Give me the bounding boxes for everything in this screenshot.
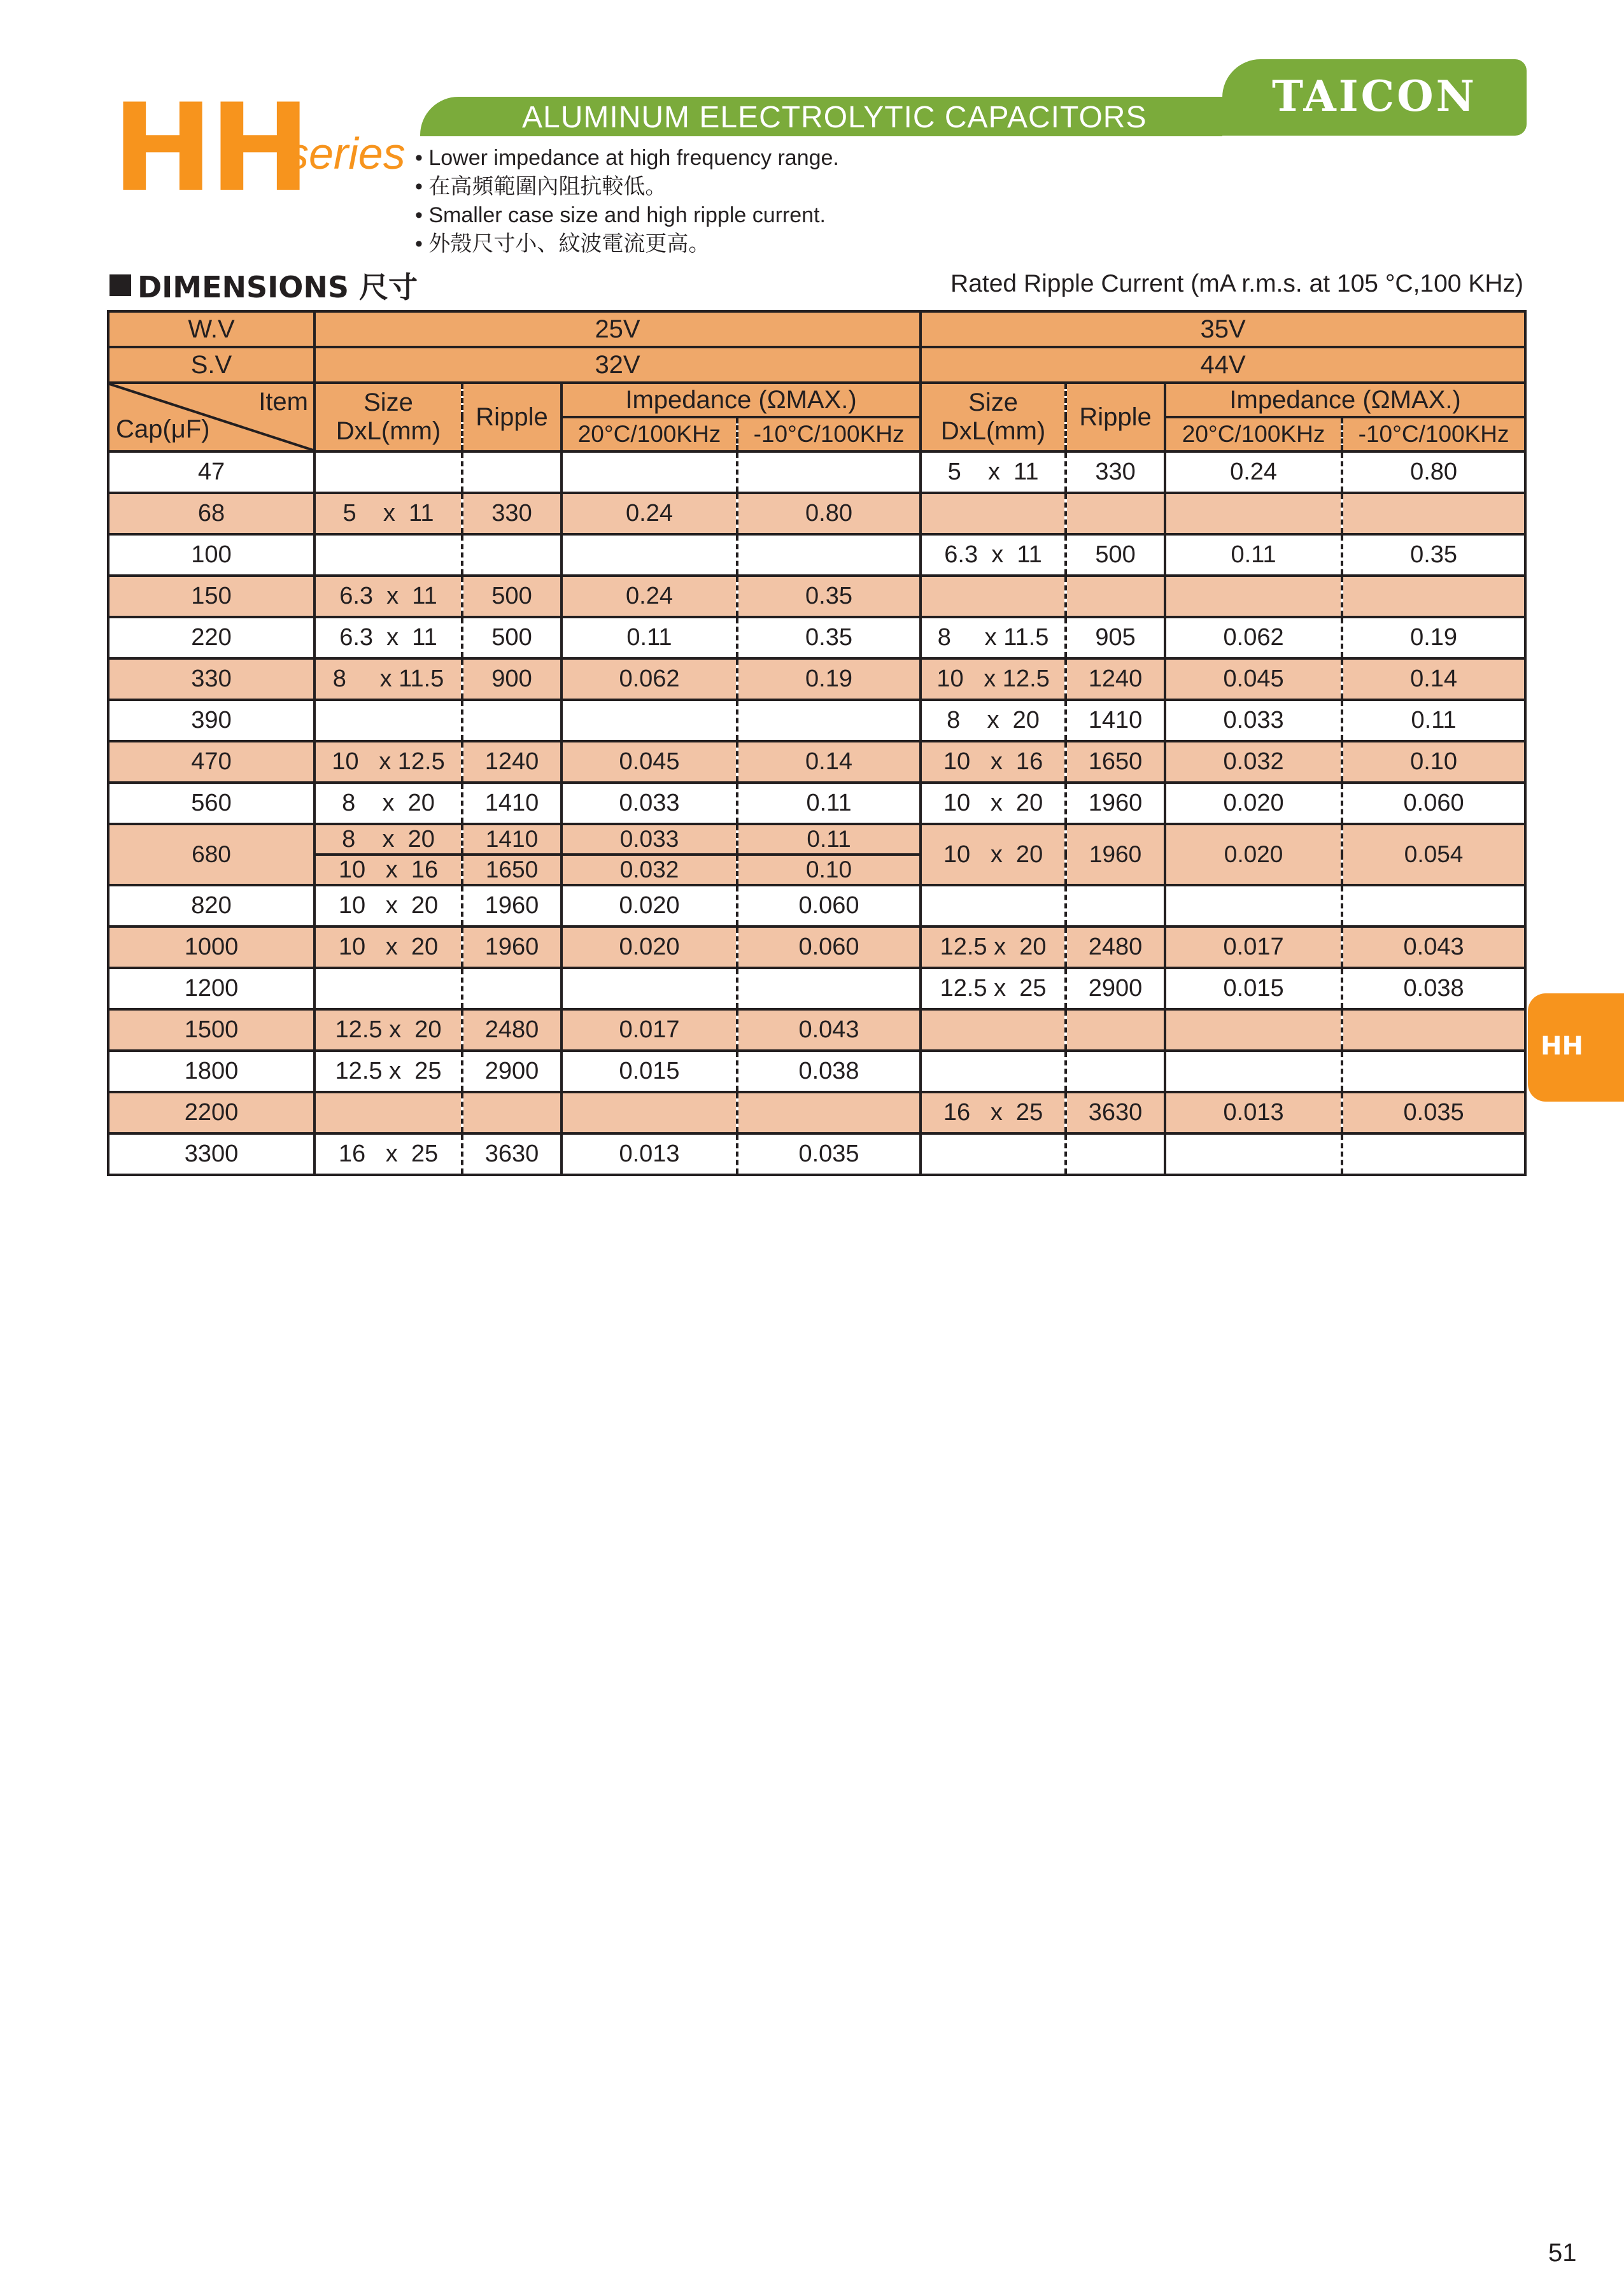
- ripple-cell: [1066, 1009, 1165, 1051]
- ripple-cell: [462, 700, 561, 741]
- cap-cell: 1200: [108, 968, 314, 1009]
- size-cell: [921, 1009, 1066, 1051]
- page-number: 51: [1548, 2239, 1577, 2267]
- zm10-cell: 0.11: [737, 824, 921, 855]
- header-row-wv: [108, 311, 1525, 347]
- z20-cell: 0.020: [561, 927, 737, 968]
- table-row: [108, 493, 1525, 534]
- zm10-cell: 0.035: [737, 1133, 921, 1175]
- size-cell: [314, 968, 462, 1009]
- header-row-sv: [108, 347, 1525, 383]
- cap-cell: 1800: [108, 1051, 314, 1092]
- size-cell: [921, 1092, 1066, 1133]
- size-cell: [314, 534, 462, 576]
- size-cell: [921, 885, 1066, 927]
- z20-cell: 0.062: [561, 658, 737, 700]
- table-row: [108, 927, 1525, 968]
- size-value: 8 x 11.5: [937, 624, 1049, 651]
- ripple-cell: 1410: [462, 824, 561, 855]
- size-cell: [314, 1133, 462, 1175]
- size-value: 5 x 11: [947, 458, 1039, 485]
- temp-20-header: 20°C/100KHz: [561, 417, 737, 451]
- z20-cell: [1165, 576, 1342, 617]
- z20-cell: [1165, 1009, 1342, 1051]
- z20-cell: [561, 1092, 737, 1133]
- size-value: 10 x 20: [943, 841, 1043, 868]
- ripple-header: Ripple: [1066, 383, 1165, 451]
- temp-m10-header: -10°C/100KHz: [1342, 417, 1525, 451]
- size-cell: [314, 927, 462, 968]
- size-cell: [314, 617, 462, 658]
- category-title: ALUMINUM ELECTROLYTIC CAPACITORS: [522, 101, 1147, 134]
- ripple-cell: [462, 968, 561, 1009]
- temp-m10-header: -10°C/100KHz: [737, 417, 921, 451]
- size-cell: [921, 927, 1066, 968]
- ripple-cell: 1240: [462, 741, 561, 783]
- ripple-header: Ripple: [462, 383, 561, 451]
- size-cell: [921, 1051, 1066, 1092]
- z20-cell: 0.032: [561, 855, 737, 885]
- zm10-cell: 0.060: [737, 885, 921, 927]
- size-cell: [921, 968, 1066, 1009]
- size-cell: [314, 741, 462, 783]
- size-cell: [921, 741, 1066, 783]
- wv-label: W.V: [108, 311, 314, 347]
- side-index-tab-label: HH: [1541, 1032, 1583, 1061]
- ripple-cell: 500: [462, 576, 561, 617]
- ripple-cell: [1066, 1133, 1165, 1175]
- size-header: [921, 383, 1066, 451]
- ripple-cell: [1066, 576, 1165, 617]
- brand-logo: TAICON: [1272, 71, 1477, 121]
- size-value: 8 x 11.5: [332, 665, 444, 692]
- table-row: [108, 968, 1525, 1009]
- size-value: 6.3 x 11: [944, 541, 1042, 568]
- feature-item: • 在高頻範圍內阻抗較低。: [415, 174, 667, 199]
- z20-cell: [1165, 885, 1342, 927]
- feature-item: • Smaller case size and high ripple current.: [415, 203, 826, 227]
- square-bullet-icon: [109, 274, 131, 296]
- zm10-cell: 0.035: [1342, 1092, 1525, 1133]
- size-cell: [921, 493, 1066, 534]
- ripple-cell: 3630: [462, 1133, 561, 1175]
- size-value: 12.5 x 25: [940, 975, 1047, 1002]
- z20-cell: [561, 700, 737, 741]
- zm10-cell: 0.14: [737, 741, 921, 783]
- zm10-cell: 0.038: [737, 1051, 921, 1092]
- zm10-cell: [737, 451, 921, 493]
- item-label: Item: [258, 388, 308, 416]
- size-cell: [314, 700, 462, 741]
- table-row: [108, 1051, 1525, 1092]
- z20-cell: 0.015: [561, 1051, 737, 1092]
- ripple-cell: 500: [462, 617, 561, 658]
- size-value: 10 x 20: [943, 790, 1043, 816]
- ripple-cell: 2900: [1066, 968, 1165, 1009]
- wv-value: 25V: [314, 311, 921, 347]
- zm10-cell: [1342, 493, 1525, 534]
- sv-label: S.V: [108, 347, 314, 383]
- cap-cell: 68: [108, 493, 314, 534]
- size-value: 12.5 x 25: [335, 1058, 442, 1084]
- header-row-columns: [108, 383, 1525, 417]
- size-cell: [314, 658, 462, 700]
- size-cell: [921, 534, 1066, 576]
- size-cell: [314, 885, 462, 927]
- z20-cell: 0.020: [561, 885, 737, 927]
- size-value: 8 x 20: [342, 826, 435, 853]
- z20-cell: 0.033: [561, 783, 737, 824]
- ripple-cell: 500: [1066, 534, 1165, 576]
- zm10-cell: [1342, 576, 1525, 617]
- size-cell: [314, 1051, 462, 1092]
- size-value: 5 x 11: [342, 500, 434, 527]
- feature-list: [415, 144, 839, 259]
- size-cell: [921, 700, 1066, 741]
- ripple-cell: [1066, 493, 1165, 534]
- cap-cell: 1500: [108, 1009, 314, 1051]
- feature-item: • 外殼尺寸小、紋波電流更高。: [415, 232, 710, 256]
- ripple-cell: [1066, 885, 1165, 927]
- size-cell: [921, 617, 1066, 658]
- size-cell: [921, 451, 1066, 493]
- table-row: [108, 534, 1525, 576]
- impedance-header: Impedance (ΩMAX.): [1165, 383, 1525, 417]
- ripple-cell: 2480: [1066, 927, 1165, 968]
- zm10-cell: 0.19: [1342, 617, 1525, 658]
- zm10-cell: [1342, 885, 1525, 927]
- size-header: [314, 383, 462, 451]
- series-word: series: [286, 129, 406, 178]
- size-value: 16 x 25: [338, 1140, 439, 1167]
- ripple-cell: 1410: [1066, 700, 1165, 741]
- table-row: [108, 885, 1525, 927]
- z20-cell: 0.11: [1165, 534, 1342, 576]
- ripple-cell: 3630: [1066, 1092, 1165, 1133]
- size-value: 12.5 x 20: [335, 1016, 442, 1043]
- size-value: 8 x 20: [342, 790, 435, 816]
- z20-cell: 0.24: [561, 576, 737, 617]
- cap-cell: 100: [108, 534, 314, 576]
- size-cell: [314, 783, 462, 824]
- z20-cell: 0.020: [1165, 824, 1342, 885]
- zm10-cell: 0.10: [737, 855, 921, 885]
- zm10-cell: 0.060: [737, 927, 921, 968]
- size-value: 12.5 x 20: [940, 934, 1047, 960]
- cap-cell: 330: [108, 658, 314, 700]
- zm10-cell: 0.043: [1342, 927, 1525, 968]
- cap-cell: 2200: [108, 1092, 314, 1133]
- ripple-cell: 1960: [1066, 824, 1165, 885]
- cap-cell: 1000: [108, 927, 314, 968]
- zm10-cell: 0.043: [737, 1009, 921, 1051]
- cap-cell: 220: [108, 617, 314, 658]
- ripple-cell: 330: [462, 493, 561, 534]
- z20-cell: [1165, 493, 1342, 534]
- zm10-cell: 0.35: [737, 617, 921, 658]
- ripple-cell: 1410: [462, 783, 561, 824]
- ripple-cell: [462, 451, 561, 493]
- table-row: [108, 824, 1525, 855]
- cap-cell: 470: [108, 741, 314, 783]
- z20-cell: 0.045: [1165, 658, 1342, 700]
- cap-label: Cap(μF): [116, 415, 210, 443]
- cap-cell: 680: [108, 824, 314, 885]
- table-row: [108, 700, 1525, 741]
- ripple-cell: 1960: [462, 885, 561, 927]
- size-cell: [921, 1133, 1066, 1175]
- z20-cell: 0.24: [1165, 451, 1342, 493]
- size-cell: [314, 1009, 462, 1051]
- zm10-cell: [737, 700, 921, 741]
- zm10-cell: 0.060: [1342, 783, 1525, 824]
- z20-cell: [561, 534, 737, 576]
- table-row: [108, 783, 1525, 824]
- dimensions-table: [107, 310, 1527, 1176]
- impedance-header: Impedance (ΩMAX.): [561, 383, 921, 417]
- size-label: Size: [364, 388, 413, 416]
- table-row: [108, 658, 1525, 700]
- sv-value: 32V: [314, 347, 921, 383]
- zm10-cell: [737, 1092, 921, 1133]
- z20-cell: 0.032: [1165, 741, 1342, 783]
- size-value: 10 x 20: [338, 892, 439, 919]
- ripple-cell: 1960: [462, 927, 561, 968]
- size-unit-label: DxL(mm): [335, 417, 441, 445]
- z20-cell: 0.033: [561, 824, 737, 855]
- table-row: [108, 1009, 1525, 1051]
- ripple-cell: 2480: [462, 1009, 561, 1051]
- z20-cell: 0.015: [1165, 968, 1342, 1009]
- z20-cell: 0.017: [1165, 927, 1342, 968]
- size-cell: [314, 1092, 462, 1133]
- size-value: 6.3 x 11: [339, 624, 437, 651]
- z20-cell: 0.24: [561, 493, 737, 534]
- z20-cell: 0.017: [561, 1009, 737, 1051]
- size-value: 16 x 25: [943, 1099, 1043, 1126]
- size-value: 10 x 20: [338, 934, 439, 960]
- cap-cell: 560: [108, 783, 314, 824]
- section-heading: [109, 266, 418, 304]
- size-label: Size: [968, 388, 1018, 416]
- sv-value: 44V: [921, 347, 1525, 383]
- table-row: [108, 576, 1525, 617]
- zm10-cell: 0.054: [1342, 824, 1525, 885]
- zm10-cell: 0.35: [737, 576, 921, 617]
- table-row: [108, 1133, 1525, 1175]
- ripple-cell: 2900: [462, 1051, 561, 1092]
- feature-item: • Lower impedance at high frequency range.: [415, 146, 839, 170]
- z20-cell: 0.11: [561, 617, 737, 658]
- z20-cell: 0.062: [1165, 617, 1342, 658]
- z20-cell: [561, 968, 737, 1009]
- table-row: [108, 741, 1525, 783]
- zm10-cell: [737, 968, 921, 1009]
- table-row: [108, 1092, 1525, 1133]
- section-title: DIMENSIONS 尺寸: [138, 270, 418, 304]
- cap-cell: 150: [108, 576, 314, 617]
- item-cap-corner: [108, 383, 314, 451]
- cap-cell: 3300: [108, 1133, 314, 1175]
- cap-cell: 390: [108, 700, 314, 741]
- zm10-cell: [1342, 1009, 1525, 1051]
- z20-cell: 0.033: [1165, 700, 1342, 741]
- zm10-cell: 0.11: [1342, 700, 1525, 741]
- size-value: 10 x 16: [943, 748, 1043, 775]
- size-cell: [314, 576, 462, 617]
- size-cell: [921, 576, 1066, 617]
- size-cell: [314, 855, 462, 885]
- zm10-cell: [737, 534, 921, 576]
- zm10-cell: [1342, 1133, 1525, 1175]
- size-cell: [921, 658, 1066, 700]
- zm10-cell: 0.80: [1342, 451, 1525, 493]
- ripple-cell: [1066, 1051, 1165, 1092]
- zm10-cell: 0.14: [1342, 658, 1525, 700]
- table-row: [108, 617, 1525, 658]
- zm10-cell: 0.11: [737, 783, 921, 824]
- ripple-cell: 1650: [462, 855, 561, 885]
- size-cell: [314, 451, 462, 493]
- ripple-cell: 1240: [1066, 658, 1165, 700]
- ripple-cell: 1650: [1066, 741, 1165, 783]
- wv-value: 35V: [921, 311, 1525, 347]
- series-logo: HH: [112, 78, 307, 218]
- table-row: [108, 451, 1525, 493]
- zm10-cell: 0.19: [737, 658, 921, 700]
- size-cell: [314, 493, 462, 534]
- cap-cell: 820: [108, 885, 314, 927]
- size-value: 6.3 x 11: [339, 583, 437, 609]
- size-value: 8 x 20: [947, 707, 1040, 734]
- ripple-cell: 900: [462, 658, 561, 700]
- ripple-note: Rated Ripple Current (mA r.m.s. at 105 °C,100 KHz): [950, 270, 1523, 297]
- zm10-cell: 0.038: [1342, 968, 1525, 1009]
- ripple-cell: 330: [1066, 451, 1165, 493]
- z20-cell: [561, 451, 737, 493]
- z20-cell: 0.013: [561, 1133, 737, 1175]
- zm10-cell: [1342, 1051, 1525, 1092]
- z20-cell: [1165, 1051, 1342, 1092]
- size-value: 10 x 12.5: [332, 748, 445, 775]
- size-value: 10 x 16: [338, 856, 439, 883]
- size-cell: [314, 824, 462, 855]
- size-cell: [921, 783, 1066, 824]
- z20-cell: 0.020: [1165, 783, 1342, 824]
- ripple-cell: [462, 534, 561, 576]
- zm10-cell: 0.10: [1342, 741, 1525, 783]
- z20-cell: [1165, 1133, 1342, 1175]
- zm10-cell: 0.35: [1342, 534, 1525, 576]
- temp-20-header: 20°C/100KHz: [1165, 417, 1342, 451]
- zm10-cell: 0.80: [737, 493, 921, 534]
- cap-cell: 47: [108, 451, 314, 493]
- size-value: 10 x 12.5: [936, 665, 1050, 692]
- ripple-cell: [462, 1092, 561, 1133]
- size-cell: [921, 824, 1066, 885]
- size-unit-label: DxL(mm): [940, 417, 1046, 445]
- ripple-cell: 1960: [1066, 783, 1165, 824]
- z20-cell: 0.045: [561, 741, 737, 783]
- z20-cell: 0.013: [1165, 1092, 1342, 1133]
- ripple-cell: 905: [1066, 617, 1165, 658]
